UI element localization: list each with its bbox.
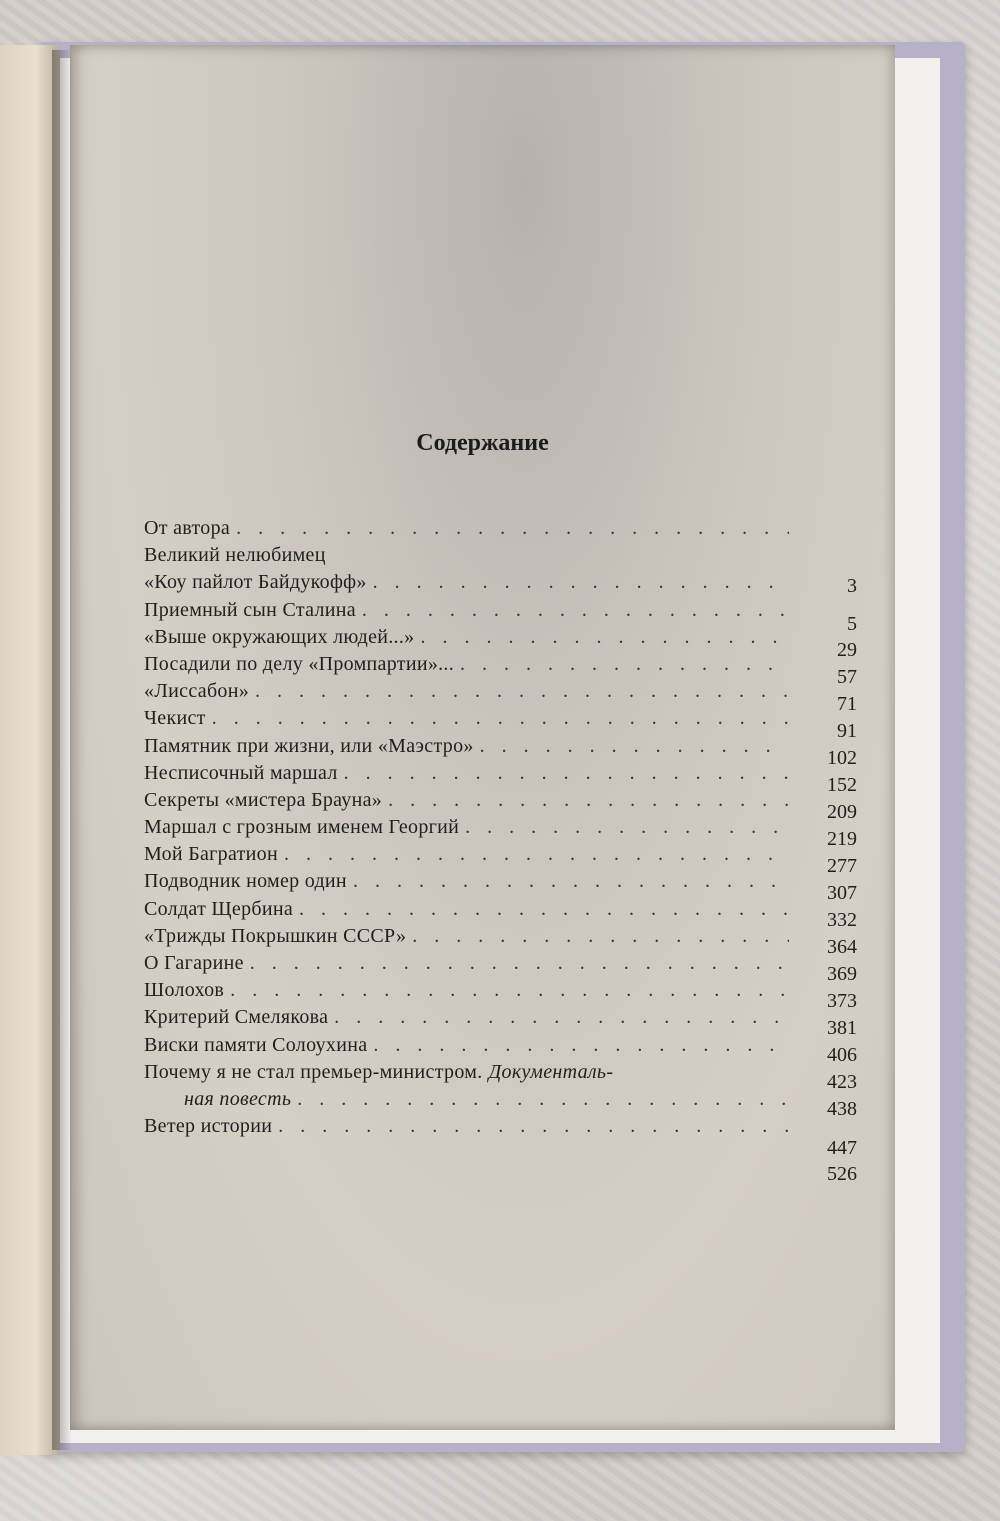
toc-leader-dots [373,1032,789,1059]
toc-leader-dots [236,515,789,542]
toc-page-number: 209 [827,801,857,823]
toc-entry [144,1086,789,1113]
toc-entry-label: Великий нелюбимец [144,544,326,567]
toc-entry-label: Приемный сын Сталина [144,598,356,621]
toc-entry-label: Маршал с грозным именем Георгий [144,816,460,839]
toc-page-number: 526 [827,1163,857,1185]
toc-page-number: 364 [827,936,857,958]
toc-entry [144,515,789,542]
toc-entry [144,1113,789,1140]
toc-entry [144,760,789,787]
toc-page-number: 91 [837,720,857,742]
toc-leader-dots [412,923,789,950]
toc-leader-dots [250,950,789,977]
toc-entry [144,1032,789,1059]
toc-leader-dots [297,1086,789,1113]
toc-entry [144,597,789,624]
toc-page-number: 373 [827,990,857,1012]
toc-leader-dots [255,678,789,705]
toc-page-number: 277 [827,855,857,877]
toc-leader-dots [278,1113,789,1140]
toc-entry-label: Мой Багратион [144,843,278,866]
toc-page-number: 219 [827,828,857,850]
toc-entry-label: Чекист [144,707,206,730]
toc-page-number: 5 [847,613,857,635]
toc-page-number: 332 [827,909,857,931]
toc-entry-label: От автора [144,517,231,539]
toc-page-number: 406 [827,1044,857,1066]
toc-entry [144,624,789,651]
toc-entry [144,569,789,596]
table-of-contents [144,515,789,1140]
toc-leader-dots [460,651,789,678]
toc-leader-dots [230,977,789,1004]
toc-leader-dots [344,760,789,787]
toc-page-number: 307 [827,882,857,904]
toc-leader-dots [388,787,789,814]
toc-page-number: 369 [827,963,857,985]
toc-entry-label: «Лиссабон» [144,680,250,703]
toc-entry-label: Виски памяти Солоухина [144,1033,368,1056]
toc-entry-label: Критерий Смелякова [144,1006,329,1029]
toc-entry [144,950,789,977]
toc-entry [144,542,789,569]
toc-leader-dots [284,841,789,868]
toc-entry-label: Несписочный маршал [144,761,338,784]
toc-entry-label: Секреты «мистера Брауна» [144,788,383,811]
toc-leader-dots [299,896,789,923]
spine-shadow [52,50,72,1450]
toc-entry-label: Солдат Щербина [144,897,294,920]
toc-entry [144,787,789,814]
toc-page-number: 438 [827,1098,857,1120]
toc-entry-label-italic: Документаль- [488,1060,614,1083]
toc-entry-label: Почему я не стал премьер-министром. [144,1060,483,1083]
toc-leader-dots [465,814,789,841]
toc-page-number: 57 [837,666,857,688]
toc-entry-label: «Трижды Покрышкин СССР» [144,924,407,947]
toc-leader-dots [353,868,789,895]
toc-leader-dots [334,1004,789,1031]
toc-entry-label: О Гагарине [144,952,244,974]
toc-leader-dots [420,624,789,651]
toc-entry [144,733,789,760]
toc-entry [144,841,789,868]
toc-entry [144,1059,789,1086]
toc-entry [144,896,789,923]
toc-entry [144,678,789,705]
toc-entry-label: «Выше окружающих людей...» [144,625,415,648]
toc-entry-label: Ветер истории [144,1115,273,1138]
toc-page-number: 71 [837,693,857,715]
toc-entry [144,1004,789,1031]
toc-page-number: 102 [827,747,857,769]
toc-page-number: 423 [827,1071,857,1093]
toc-entry [144,868,789,895]
toc-entry [144,923,789,950]
toc-entry [144,651,789,678]
page-title: Содержание [416,430,549,456]
toc-leader-dots [212,705,789,732]
toc-leader-dots [362,597,789,624]
toc-entry-label: Посадили по делу «Промпартии»... [144,652,455,675]
contents-page [70,45,895,1430]
toc-entry-label-italic: ная повесть [184,1087,292,1110]
toc-entry [144,705,789,732]
toc-entry-label: Памятник при жизни, или «Маэстро» [144,734,474,757]
toc-entry-label: Шолохов [144,979,225,1002]
toc-entry [144,814,789,841]
toc-page-number: 447 [827,1137,857,1159]
left-page-edge [0,45,60,1455]
toc-page-number: 381 [827,1017,857,1039]
toc-page-number: 152 [827,774,857,796]
toc-entry-label: «Коу пайлот Байдукофф» [144,571,367,594]
toc-leader-dots [480,733,789,760]
toc-leader-dots [373,569,789,596]
toc-page-number: 3 [847,575,857,597]
toc-entry [144,977,789,1004]
toc-page-number: 29 [837,639,857,661]
toc-entry-label: Подводник номер один [144,870,347,893]
